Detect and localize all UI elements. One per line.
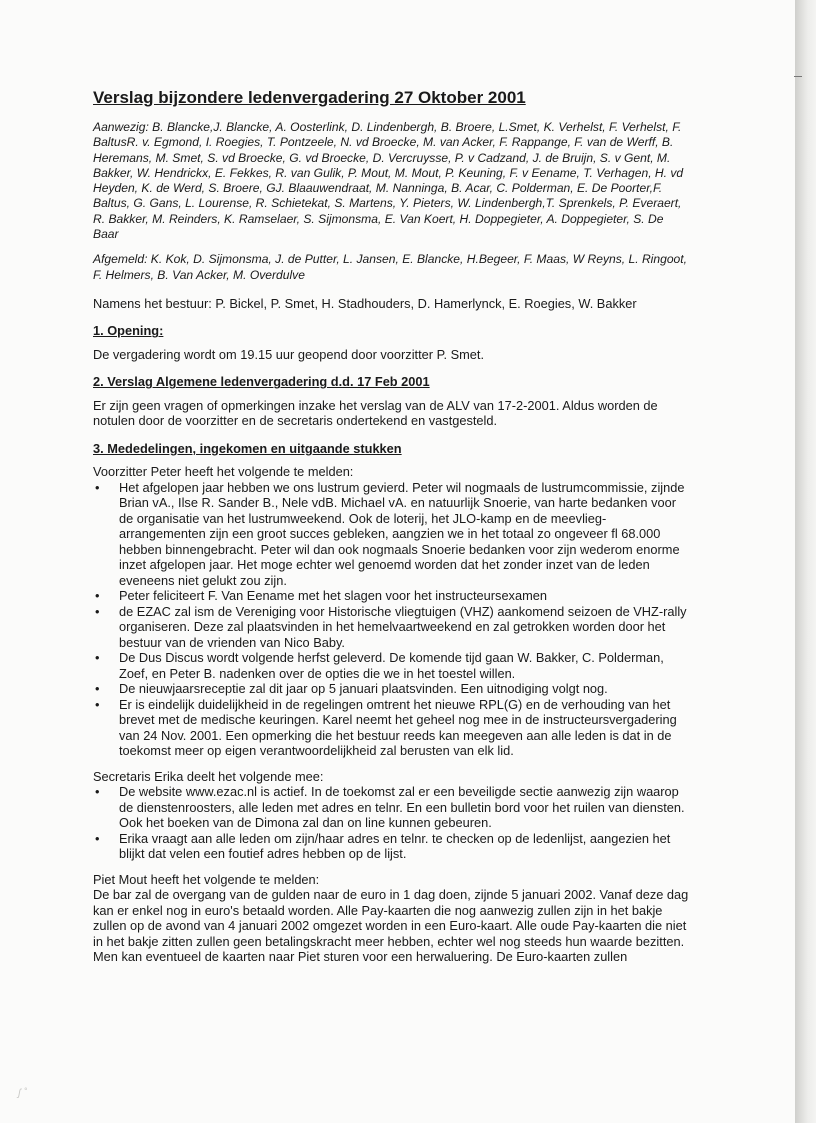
list-item	[93, 697, 691, 759]
bullet-icon: •	[95, 784, 100, 800]
list-item-text: De nieuwjaarsreceptie zal dit jaar op 5 januari plaatsvinden. Een uitnodiging volgt nog.	[119, 681, 608, 697]
bullet-icon: •	[95, 681, 100, 697]
bullet-icon: •	[95, 830, 100, 846]
bullet-icon: •	[95, 650, 100, 666]
peter-list	[93, 480, 691, 759]
section-2-heading: 2. Verslag Algemene ledenvergadering d.d. 17 Feb 2001	[93, 374, 430, 390]
scan-smudge: ʃ ˚	[18, 1088, 28, 1099]
list-item-text: Het afgelopen jaar hebben we ons lustrum gevierd. Peter wil nogmaals de lustrumcommissie, zijnde Brian vA., Ilse R. Sander B., Nele vdB. Michael vA. en natuurlijk Snoerie, van harte bedanken voor de organisatie van het lustrumweekend. Ook de loterij, het JLO-kamp en de meevlieg-arrangementen zijn een groot succes gebleken, aangzien we in het totaal zo ongeveer fl 68.000 hebben binnengebracht. Peter wil dan ook nogmaals Snoerie bedanken voor zijn wederom enorme inzet afgelopen jaar. Het moge echter wel genoemd worden dat het zonder inzet van de leden eveneens niet gelukt zou zijn.	[119, 479, 685, 588]
document-body	[93, 88, 691, 965]
list-item	[93, 588, 691, 604]
section-1-text: De vergadering wordt om 19.15 uur geopend door voorzitter P. Smet.	[93, 346, 485, 362]
board-members: Namens het bestuur: P. Bickel, P. Smet, H. Stadhouders, D. Hamerlynck, E. Roegies, W. Bakker	[93, 295, 637, 311]
attendees-present: Aanwezig: B. Blancke,J. Blancke, A. Oosterlink, D. Lindenbergh, B. Broere, L.Smet, K. Verhelst, F. Verhelst, F. BaltusR. v. Egmond, I. Roegies, T. Pontzeele, N. vd Broecke, M. van Acker, F. Rappange, F. van de Werff, B. Heremans, M. Smet, S. vd Broecke, G. vd Broecke, D. Vercruysse, P. v Cadzand, J. de Bruijn, S. v Gent, M. Bakker, W. Hendrickx, E. Fekkes, R. van Gulik, P. Mout, M. Mout, P. Keuning, F. v Eename, T. Verhagen, H. vd Heyden, K. de Werd, S. Broere, GJ. Blaauwendraat, M. Nanninga, B. Acar, C. Polderman, E. De Poorter,F. Baltus, G. Gans, L. Lourense, R. Schietekat, S. Martens, Y. Pieters, W. Lindenbergh,T. Sprenkels, P. Everaert, R. Bakker, M. Reinders, K. Ramselaer, S. Sijmonsma, E. Van Koert, H. Doppegieter, A. Doppegieter, S. De Baar	[93, 120, 684, 242]
erika-list	[93, 784, 691, 862]
list-item	[93, 480, 691, 589]
bullet-icon: •	[95, 479, 100, 495]
list-item-text: Peter feliciteert F. Van Eename met het slagen voor het instructeursexamen	[119, 588, 547, 604]
list-item-text: De website www.ezac.nl is actief. In de toekomst zal er een beveiligde sectie aanwezig zijn waarop de dienstenroosters, alle leden met adres en telnr. En een bulletin bord voor het ruilen van diensten. Ook het boeken van de Dimona zal dan on line kunnen gebeuren.	[119, 784, 685, 831]
section-2-text: Er zijn geen vragen of opmerkingen inzake het verslag van de ALV van 17-2-2001. Aldus worden de notulen door de voorzitter en de secretaris ondertekend en vastgesteld.	[93, 397, 658, 429]
list-item-text: Er is eindelijk duidelijkheid in de regelingen omtrent het nieuwe RPL(G) en de verhouding van het brevet met de medische keuringen. Karel neemt het geheel nog mee in de instructeursvergadering van 24 Nov. 2001. Een opmerking die het bestuur reeds kan meegeven aan alle leden is dat in de toekomst meer op eigen verantwoordelijkheid zal berusten van elk lid.	[119, 696, 677, 759]
section-3-heading: 3. Mededelingen, ingekomen en uitgaande stukken	[93, 440, 402, 456]
bullet-icon: •	[95, 588, 100, 604]
bullet-icon: •	[95, 603, 100, 619]
peter-intro: Voorzitter Peter heeft het volgende te melden:	[93, 464, 354, 480]
page-edge-shadow	[795, 0, 816, 1123]
list-item	[93, 650, 691, 681]
scan-mark	[794, 76, 802, 77]
list-item	[93, 681, 691, 697]
piet-intro: Piet Mout heeft het volgende te melden:	[93, 871, 320, 887]
list-item	[93, 831, 691, 862]
erika-intro: Secretaris Erika deelt het volgende mee:	[93, 768, 324, 784]
bullet-icon: •	[95, 696, 100, 712]
list-item-text: Erika vraagt aan alle leden om zijn/haar adres en telnr. te checken op de ledenlijst, aangezien het blijkt dat velen een foutief adres hebben op de lijst.	[119, 830, 671, 862]
list-item	[93, 784, 691, 831]
section-1-heading: 1. Opening:	[93, 323, 164, 339]
list-item-text: De Dus Discus wordt volgende herfst geleverd. De komende tijd gaan W. Bakker, C. Polderman, Zoef, en Peter B. nadenken over de opties die we in het toestel willen.	[119, 650, 664, 681]
piet-text: De bar zal de overgang van de gulden naar de euro in 1 dag doen, zijnde 5 januari 2002. Vanaf deze dag kan er enkel nog in euro's betaald worden. Alle Pay-kaarten die nog aanwezig zullen zijn in het bakje zullen op de avond van 4 januari 2002 omgezet worden in een Euro-kaart. Alle oude Pay-kaarten die niet in het bakje zitten zullen geen betalingskracht meer hebben, echter wel nog steeds hun waarde bezitten. Men kan eventueel de kaarten naar Piet sturen voor een herwaluering. De Euro-kaarten zullen	[93, 887, 689, 965]
document-title: Verslag bijzondere ledenvergadering 27 Oktober 2001	[93, 88, 526, 107]
list-item-text: de EZAC zal ism de Vereniging voor Historische vliegtuigen (VHZ) aankomend seizoen de VHZ-rally organiseren. Deze zal plaatsvinden in het hemelvaartweekend en zal getrokken worden door het bestuur van de vrienden van Nico Baby.	[119, 603, 687, 650]
list-item	[93, 604, 691, 651]
attendees-absent: Afgemeld: K. Kok, D. Sijmonsma, J. de Putter, L. Jansen, E. Blancke, H.Begeer, F. Maas, W Reyns, L. Ringoot, F. Helmers, B. Van Acker, M. Overdulve	[93, 252, 687, 282]
